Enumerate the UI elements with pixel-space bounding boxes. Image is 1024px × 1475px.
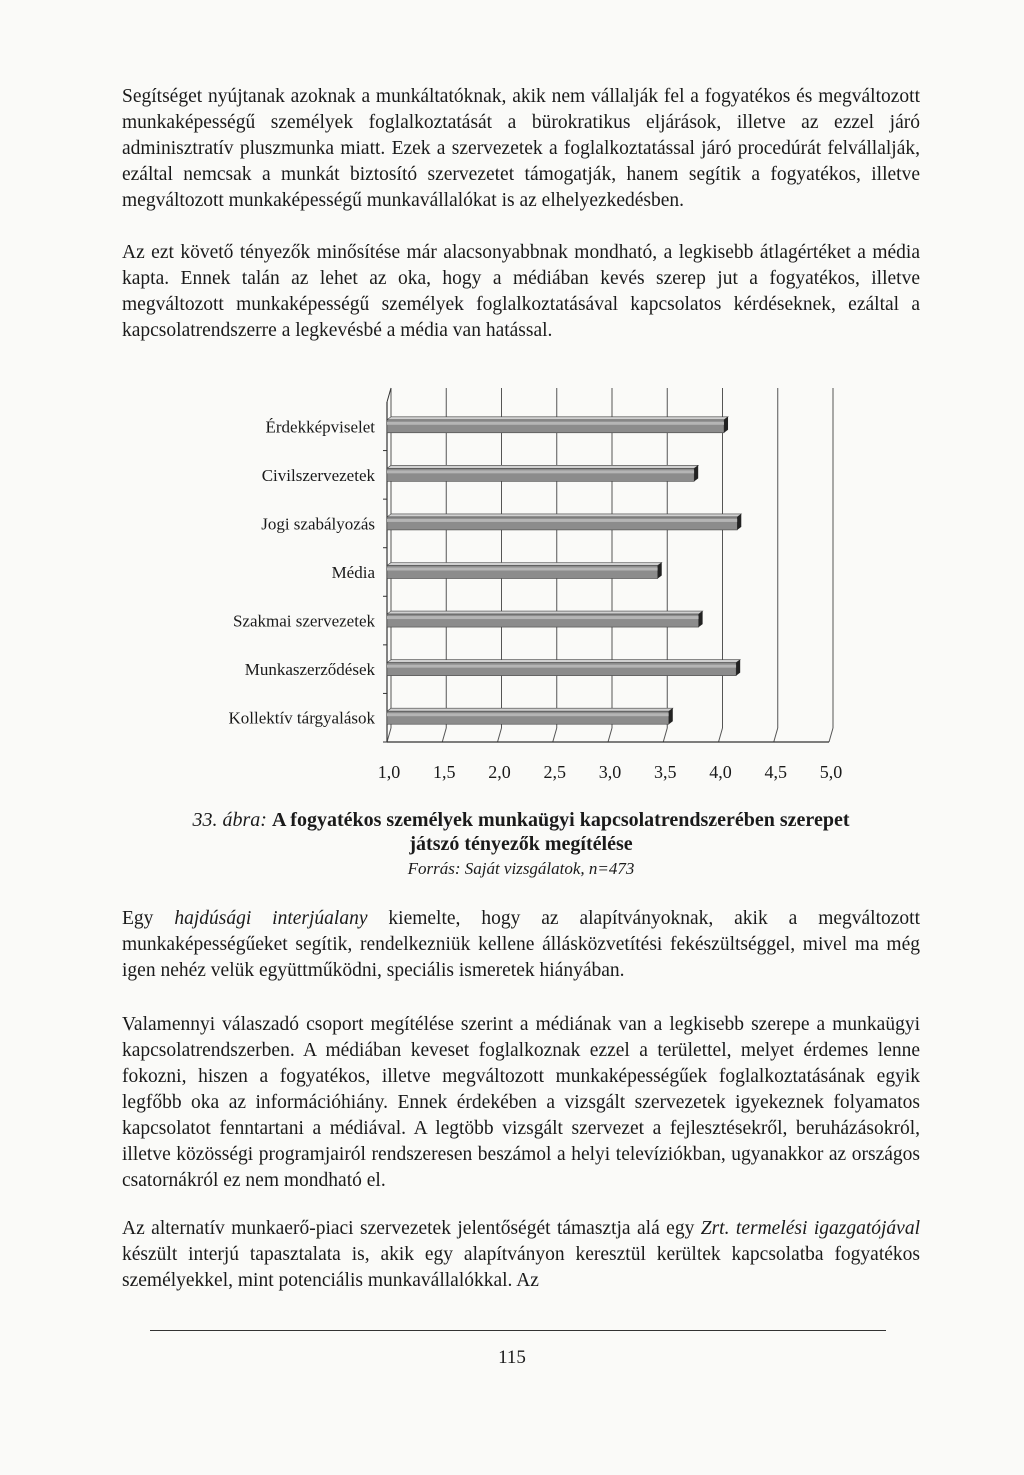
bar [387,420,724,433]
bar-highlight [387,519,737,522]
floor-line [663,728,667,742]
bar-highlight [387,470,694,473]
x-tick-label: 3,0 [598,762,622,782]
bar-top-face [387,417,728,420]
figure-source: Forrás: Saját vizsgálatok, n=473 [407,859,635,878]
x-tick-label: 2,0 [488,762,511,782]
paragraph-1: Segítséget nyújtanak azoknak a munkáltatóknak, akik nem vállalják fel a fogyatékos és megváltozott munkaképességű személyek foglalkoztatását a bürokratikus eljárások, illetve az ezzel járó adminisztratív pluszmunka miatt. Ezek a szervezetek a foglalkoztatással járó procedúrát felvállalják, ezáltal nemcsak a munkát biztosító szervezetet támogatják, hanem segítik a fogyatékos, illetve megváltozott munkaképességű munkavállalókat is az elhelyezkedésben. [122,86,920,211]
x-tick-label: 1,0 [377,762,401,782]
x-tick-label: 3,5 [654,762,677,782]
bar [387,663,736,676]
bar-highlight [387,422,724,425]
footer-rule [150,1330,886,1331]
bar-highlight [387,616,699,619]
paragraph-3-end: kiemelte, hogy az alapítványoknak, akik a megváltozott munkaképességűeket segítik, rendelkezniük kellene állásközvetítési fekészültséggel, mivel ma még igen nehéz velük együttműködni, speciális ismeretek hiányában. [122,908,920,981]
floor-line [387,728,391,742]
page-number: 115 [498,1347,526,1368]
category-label: Kollektív tárgyalások [228,708,375,728]
paragraph-3-start: Egy [122,908,175,929]
bar-highlight [387,713,669,716]
paragraph-2: Az ezt követő tényezők minősítése már alacsonyabbnak mondható, a legkisebb átlagértéket a média kapta. Ennek talán az lehet az oka, hogy a médiában kevés szerep jut a fogyatékos, illetve megváltozott munkaképességű személyek foglalkoztatásával kapcsolatos kérdéseknek, ezáltal a kapcsolatrendszerre a legkevésbé a média van hatással. [122,242,920,341]
figure-title-part-2: játszó tényezők megítélése [409,833,633,855]
bar-chart [180,380,860,800]
category-label: Média [331,563,375,582]
bar [387,468,694,481]
floor-line [829,728,833,742]
paragraph-5 [122,1216,920,1294]
bar-top-face [387,660,740,663]
bar-top-face [387,465,698,468]
paragraph-5-start: Az alternatív munkaerő-piaci szervezetek jelentőségét támasztja alá egy [122,1218,701,1239]
axis-depth [387,388,391,402]
paragraph-4: Valamennyi válaszadó csoport megítélése szerint a médiának van a legkisebb szerepe a munkaügyi kapcsolatrendszerben. A médiában keveset foglalkoznak ezzel a területtel, melyet érdemes lenne fokozni, hiszen a fogyatékos, illetve megváltozott munkaképességűek foglalkoztatásának egyik legfőbb oka az információhiány. Ennek érdekében a vizsgált szervezetek igyekeznek folyamatos kapcsolatot fenntartani a médiával. A legtöbb vizsgált szervezet a fejlesztésekről, beruházásokról, illetve közösségi programjairól rendszeresen beszámol a helyi televíziókban, ugyanakkor az országos csatornákról ez nem mondható el. [122,1014,920,1191]
category-label: Munkaszerződések [244,660,375,680]
bar [387,566,658,579]
category-label: Szakmai szervezetek [232,611,375,631]
paragraph-3 [122,906,920,984]
floor-line [608,728,612,742]
x-tick-label: 4,0 [709,762,732,782]
category-label: Civilszervezetek [261,465,375,485]
bar-highlight [387,568,658,571]
bar-top-face [387,708,673,711]
paragraph-3-emphasis: hajdúsági interjúalany [174,908,368,929]
bar-chart-svg [180,380,860,800]
x-tick-label: 5,0 [819,762,843,782]
floor-line [442,728,446,742]
bar-top-face [387,514,741,517]
x-tick-label: 4,5 [764,762,787,782]
category-label: Jogi szabályozás [261,514,375,534]
figure-caption-line-1 [122,808,920,832]
bar [387,517,737,530]
x-tick-label: 2,5 [543,762,566,782]
figure-number: 33. ábra: [192,809,267,831]
bar-top-face [387,563,662,566]
category-label: Érdekképviselet [265,417,375,437]
floor-line [719,728,723,742]
bar-highlight [387,665,736,668]
floor-line [553,728,557,742]
figure-title-part-1: A fogyatékos személyek munkaügyi kapcsolatrendszerében szerepet [271,809,850,831]
x-tick-label: 1,5 [433,762,456,782]
paragraph-5-emphasis: Zrt. termelési igazgatójával [700,1218,920,1239]
paragraph-5-end: készült interjú tapasztalata is, akik egy alapítványon keresztül kerültek kapcsolatba fogyatékos személyekkel, mint potenciális munkavállalókkal. Az [122,1244,920,1291]
floor-line [498,728,502,742]
bar [387,711,669,724]
bar [387,614,699,627]
bar-top-face [387,611,703,614]
floor-line [774,728,778,742]
